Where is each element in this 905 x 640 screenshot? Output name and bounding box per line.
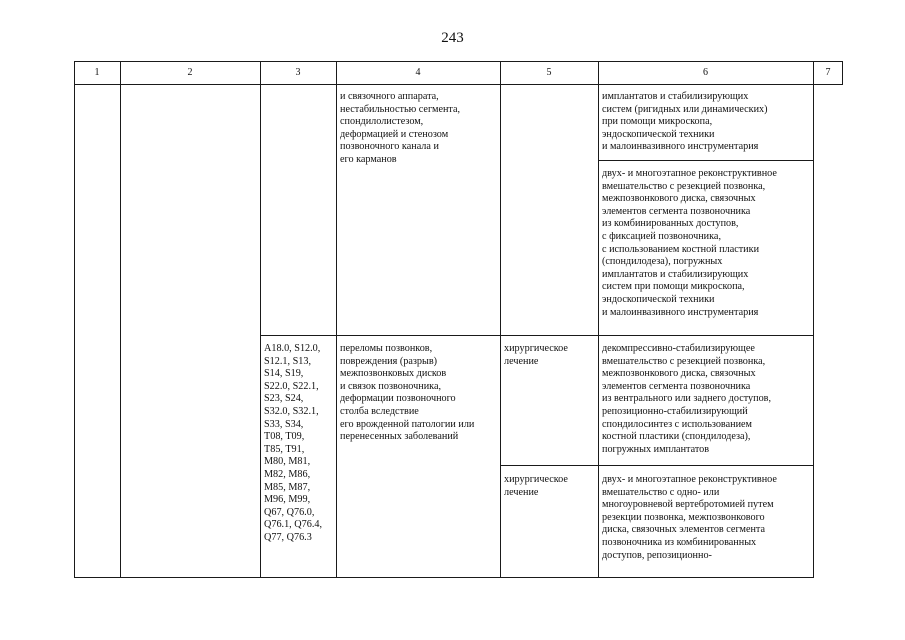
treatment-type-cell: хирургическое лечение xyxy=(504,343,568,367)
col-border xyxy=(336,61,337,578)
table-top-border xyxy=(74,61,843,62)
column-number: 4 xyxy=(415,67,421,78)
column-number: 5 xyxy=(546,67,552,78)
row-divider xyxy=(260,335,813,336)
treatment-method-cell: декомпрессивно-стабилизирующее вмешательство с резекцией позвонка, межпозвонкового диска, связочных элементов сегмента позвоночника из вентрального или заднего доступов, репозиционно-стабилизирующий спондилосинтез с использованием костной пластики (спондилодеза), погружных имплантатов xyxy=(602,343,772,455)
column-number: 6 xyxy=(703,67,708,78)
treatment-method-cell: имплантатов и стабилизирующих систем (ригидных или динамических) при помощи микроскопа, эндоскопической техники и малоинвазивного инструментария xyxy=(602,91,768,153)
col-border xyxy=(74,61,75,578)
row-divider xyxy=(500,465,813,466)
column-number: 3 xyxy=(295,67,301,78)
treatment-type-cell: хирургическое лечение xyxy=(504,474,568,498)
col-border xyxy=(120,61,121,578)
treatment-method-cell: двух- и многоэтапное реконструктивное вмешательство с резекцией позвонка, межпозвонкового диска, связочных элементов сегмента позвоночника из комбинированных доступов, с фиксацией позвоночника, с использованием костной пластики (спондилодеза), погружных имплантатов и стабилизирующих систем при помощи микроскопа, эндоскопической техники и малоинвазивного инструментария xyxy=(602,168,777,318)
row-divider xyxy=(598,160,813,161)
column-number: 1 xyxy=(94,67,100,78)
diagnosis-cell: переломы позвонков, повреждения (разрыв) межпозвонковых дисков и связок позвоночника, деформации позвоночного столба вследствие его врожденной патологии или перенесенных заболеваний xyxy=(340,343,475,443)
table-bottom-border xyxy=(74,577,813,578)
treatment-method-cell: двух- и многоэтапное реконструктивное вмешательство с одно- или многоуровневой вертебротомией путем резекции позвонка, межпозвонкового диска, связочных элементов сегмента позвоночника из комбинированных доступов, репозиционно- xyxy=(602,474,777,561)
col-border xyxy=(813,61,814,578)
diagnosis-cell: и связочного аппарата, нестабильностью сегмента, спондилолистезом, деформацией и стенозом позвоночного канала и его карманов xyxy=(340,91,461,165)
icd-codes-cell: A18.0, S12.0, S12.1, S13, S14, S19, S22.0, S22.1, S23, S24, S32.0, S32.1, S33, S34, T08, T09, T85, T91, M80, M81, M82, M86, M85, M87, M96, M99, Q67, Q76.0, Q76.1, Q76.4, Q77, Q76.3 xyxy=(264,343,323,543)
column-number: 2 xyxy=(187,67,193,78)
header-bottom-border xyxy=(74,84,843,85)
col-border xyxy=(260,61,261,578)
page-number: 243 xyxy=(441,30,464,46)
col-border xyxy=(598,61,599,578)
column-number: 7 xyxy=(825,67,831,78)
col-border xyxy=(500,61,501,578)
